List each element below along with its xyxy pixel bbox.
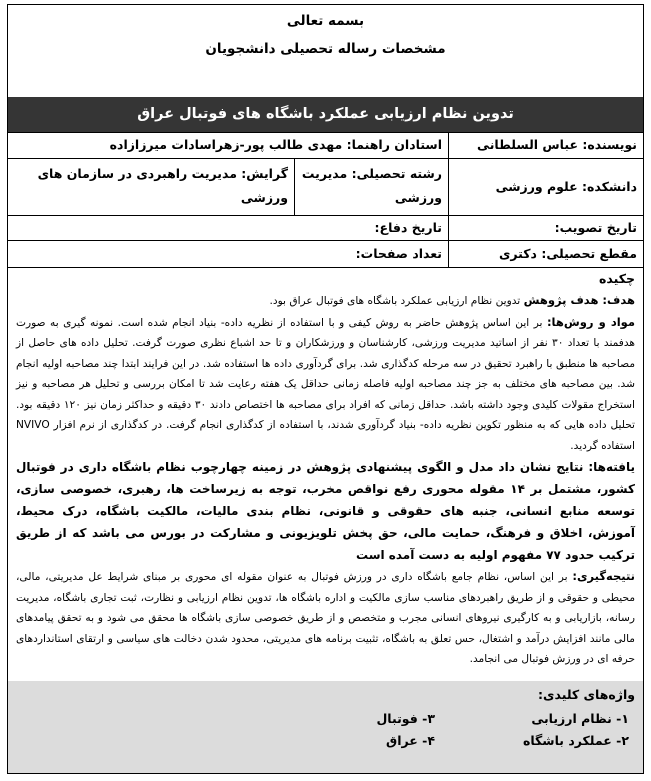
conclusion-text: بر این اساس، نظام جامع باشگاه داری در ورزش فوتبال به عنوان مقوله ای محوری بر مبنای شرایط عل مدیریتی، مالی، محیطی و حقوقی و از طریق راهبردهای مناسب سازی مالکیت و اداره باشگاه ها، تدوین نظام ارزیابی و نظارت، ثبت تجاری باشگاه، مدیریت رسانه، بازاریابی و به کارگیری نیروهای انسانی مجرب و متخصص و از طریق خصوصی سازی باشگاه ها محقق می شود و به تحقق پیامدهای مالی مانند افزایش درآمد و اشتغال، حس تعلق به باشگاه، تثبیت برنامه های مدیریتی، محدود شدن دخالت های سیاسی و ارتقای استانداردهای حرفه ای در ورزش فوتبال می انجامد. [16, 571, 635, 665]
faculty-field: دانشکده: علوم ورزشی [495, 179, 637, 194]
keyword-item: ۴- عراق [386, 733, 435, 748]
thesis-title-bar: تدوین نظام ارزیابی عملکرد باشگاه های فوتبال عراق [8, 97, 643, 132]
goal-paragraph [16, 290, 635, 312]
keywords-box [8, 681, 643, 773]
methods-text: بر این اساس پژوهش حاضر به روش کیفی و با استفاده از نظریه داده- بنیاد انجام شده است. نمونه گیری به صورت هدفمند با تعداد ۳۰ نفر از اساتید مدیریت ورزشی، کارشناسان و ورزشکاران و تا حد اشباع نظری صورت گرفت. تحلیل داده های حاصل از مصاحبه ها منطبق با راهبرد تحقیق در سه مرحله کدگذاری شد. برای گردآوری داده ها استفاده شد. در این فرایند ابتدا چند مصاحبه اولیه انجام شد. بین مصاحبه های مختلف به جز چند مصاحبه اولیه فاصله زمانی حداقل یک هفته رعایت شد تا امکان بررسی و تحلیل هر مصاحبه و نیز استخراج مقولات کلیدی وجود داشته باشد. حداقل زمانی که افراد برای مصاحبه ها اختصاص دادند ۳۰ دقیقه و حداکثر زمان نیز ۱۲۰ دقیقه بود. تحلیل داده هایی که به منظور تکوین نظریه داده- بنیاد گردآوری شدند، با استفاده از کدگذاری انجام گرفت. در کدگذاری از نرم افزار NVIVO استفاده گردید. [16, 316, 636, 452]
findings-paragraph [16, 456, 635, 566]
keyword-item: ۲- عملکرد باشگاه [522, 733, 629, 748]
degree-field: مقطع تحصیلی: دکتری [498, 246, 637, 261]
spec-form-frame [7, 4, 644, 774]
keyword-item: ۱- نظام ارزیابی [531, 711, 629, 726]
methods-label: مواد و روش‌ها: [546, 314, 636, 329]
methods-paragraph [16, 312, 635, 457]
conclusion-label: نتیجه‌گیری: [572, 569, 635, 583]
pages-field: تعداد صفحات: [355, 246, 442, 261]
specialization-field: گرایش: مدیریت راهبردی در سازمان های ورزشی [37, 166, 288, 205]
approval-date-field: تاریخ تصویب: [554, 220, 637, 235]
abstract-section [16, 268, 635, 670]
findings-text: نتایج نشان داد مدل و الگوی پیشنهادی پژوهش در زمینه چهارچوب نظام باشگاه داری در فوتبال کشور، مشتمل بر ۱۴ مقوله محوری رفع نواقص مخرب، توجه به زیرساخت ها، رهبری، خصوصی سازی، توسعه منابع انسانی، جنبه های حقوقی و قانونی، نظام بندی مالیات، مالکیت باشگاه، درک محیط، آموزش، اخلاق و فرهنگ، حمایت مالی، حق پخش تلویزیونی و مشارکت در بورس می باشد که از طریق ترکیب حدود ۷۷ مفهوم اولیه به دست آمده است [16, 460, 635, 562]
goal-text: تدوین نظام ارزیابی عملکرد باشگاه های فوتبال عراق بود. [269, 295, 524, 307]
abstract-heading: چکیده [599, 271, 635, 286]
author-field: نویسنده: عباس السلطانی [477, 137, 637, 152]
supervisors-field: استادان راهنما: مهدی طالب پور-زهراسادات میرزازاده [109, 137, 442, 152]
findings-label: یافته‌ها: [588, 460, 635, 474]
keyword-item: ۳- فوتبال [376, 711, 435, 726]
major-field: رشته تحصیلی: مدیریت ورزشی [301, 166, 442, 205]
keywords-label: واژه‌های کلیدی: [538, 687, 635, 702]
conclusion-paragraph [16, 566, 635, 670]
basmala: بسمه تعالی [286, 13, 365, 29]
defense-date-field: تاریخ دفاع: [374, 220, 442, 235]
document-title: مشخصات رساله تحصیلی دانشجویان [205, 41, 446, 57]
goal-label: هدف: هدف پژوهش [523, 293, 635, 307]
